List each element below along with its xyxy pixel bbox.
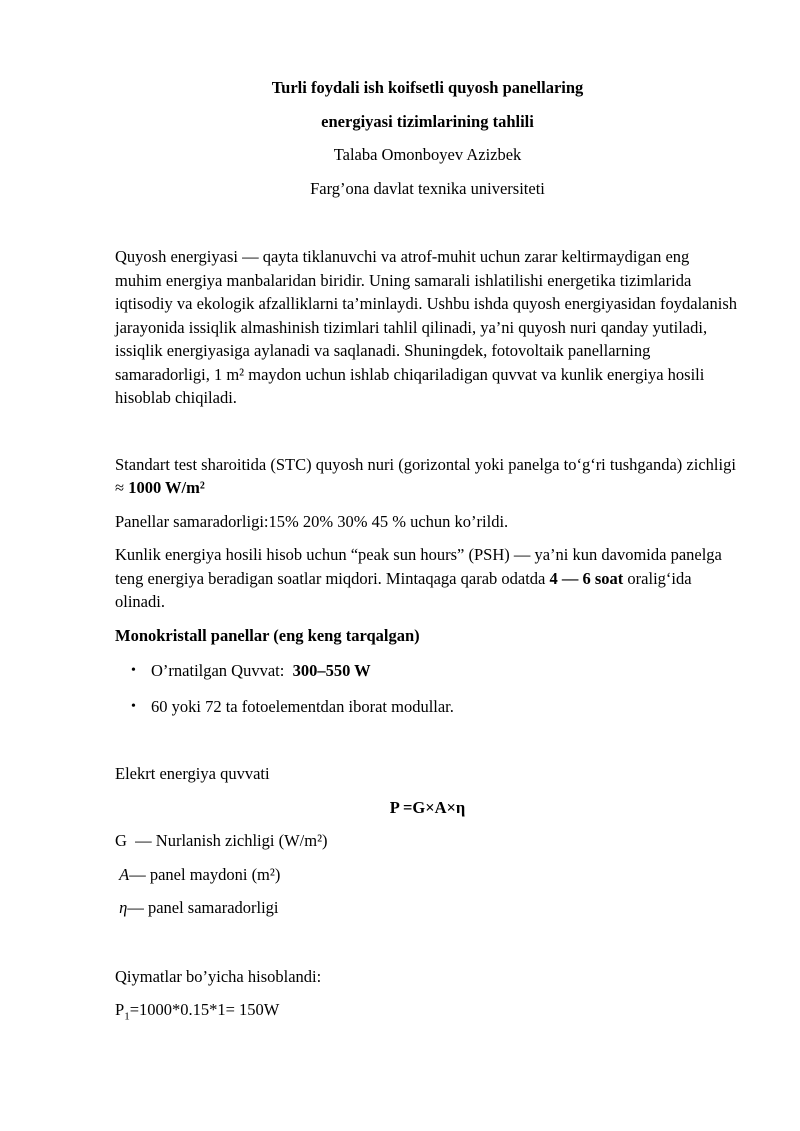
stc-value: 1000 W/m² [128,478,205,497]
bullet-icon: • [131,698,136,714]
calc-rest: =1000*0.15*1= 150W [129,1000,280,1019]
g-definition: G — Nurlanish zichligi (W/m²) [115,831,328,850]
eta-symbol: η [119,898,128,917]
list-item [115,659,740,683]
electric-power-label: Elekrt energiya quvvati [115,764,270,783]
bullet-text: O’rnatilgan Quvvat: [151,661,293,680]
mono-bullet-list [115,659,740,718]
psh-text-post: oraligʻida olinadi. [115,568,696,611]
a-symbol: A [119,864,130,884]
bullet-icon: • [131,663,136,678]
doc-university: Farg’ona davlat texnika universiteti [310,178,545,198]
formula: P =G×A×η [389,797,466,817]
doc-title-line1: Turli foydali ish koifsetli quyosh panellaring [271,78,584,97]
a-definition [115,863,740,887]
doc-author: Talaba Omonboyev Azizbek [333,145,522,164]
stc-paragraph [115,453,740,500]
intro-paragraph: Quyosh energiyasi — qayta tiklanuvchi va atrof-muhit uchun zarar keltirmaydigan eng muhim energiya manbalaridan biridir. Uning samarali ishlatilishi energetika tizimlarida iqtisodiy va ekologik afzalliklarni ta’minlaydi. Ushbu ishda quyosh energiyasidan foydalanish jarayonida issiqlik almashinish tizimlari tahlil qilinadi, ya’ni quyosh nuri qanday yutiladi, issiqlik energiyasiga aylanadi va saqlanadi. Shuningdek, fotovoltaik panellarning samaradorligi, 1 m² maydon uchun ishlab chiqariladigan quvvat va kunlik energiya hosili hisoblab chiqiladi. [115,247,742,407]
title-block [115,71,740,205]
calc-label: Qiymatlar bo’yicha hisoblandi: [115,966,322,986]
psh-paragraph [115,543,740,614]
efficiency-paragraph: Panellar samaradorligi:15% 20% 30% 45 % uchun ko’rildi. [115,511,509,531]
a-text: — panel maydoni (m²) [129,864,281,884]
bullet-value: 300–550 W [292,661,371,680]
doc-title-line2: energiyasi tizimlarining tahlili [321,111,534,131]
stc-text: Standart test sharoitida (STC) quyosh nuri (gorizontal yoki panelga toʻgʻri tushganda) zichligi ≈ [115,454,741,497]
mono-heading: Monokristall panellar (eng keng tarqalgan) [115,625,420,645]
list-item [115,695,740,719]
calc-base: P [115,1000,125,1019]
bullet-text: 60 yoki 72 ta fotoelementdan iborat modullar. [151,696,454,716]
calc-subscript: 1 [124,1010,130,1023]
eta-definition [115,896,740,920]
eta-text: — panel samaradorligi [127,898,279,917]
psh-value: 4 — 6 soat [549,568,624,588]
psh-text: Kunlik energiya hosili hisob uchun “peak sun hours” (PSH) — ya’ni kun davomida panelga teng energiya beradigan soatlar miqdori. Mintaqaga qarab odatda [115,545,726,588]
calc-result [115,998,740,1029]
